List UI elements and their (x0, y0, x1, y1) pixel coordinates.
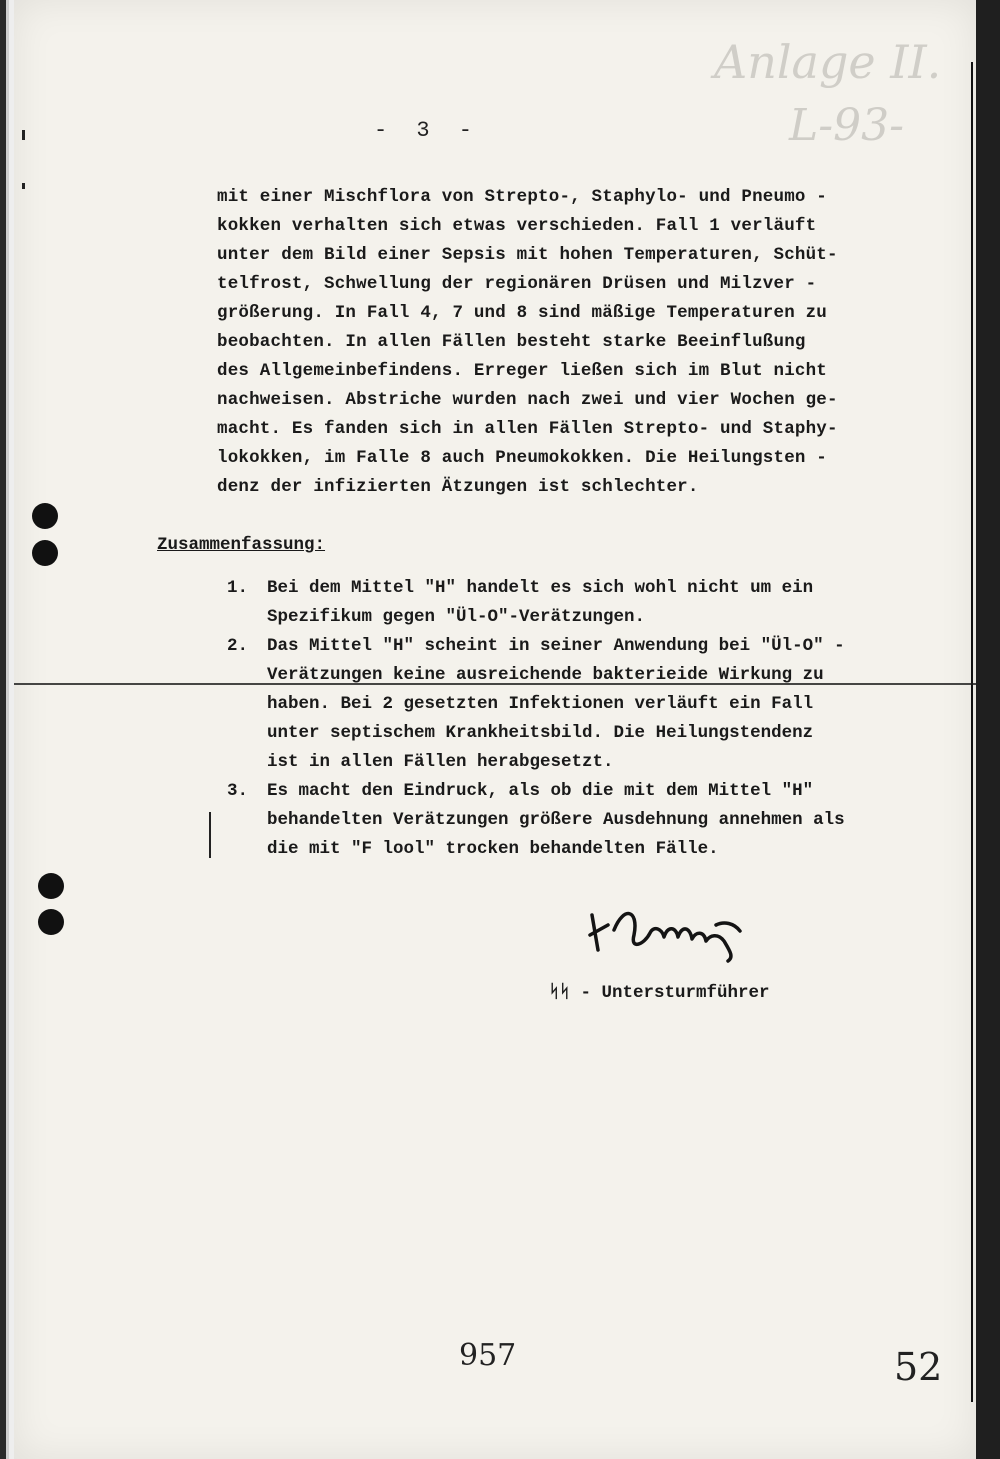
body-paragraph (217, 183, 937, 502)
punch-hole (38, 873, 64, 899)
paragraph-line: unter dem Bild einer Sepsis mit hohen Temperaturen, Schüt- (217, 245, 838, 265)
summary-item-line: unter septischem Krankheitsbild. Die Heilungstendenz (267, 723, 814, 743)
summary-item-line: haben. Bei 2 gesetzten Infektionen verläuft ein Fall (267, 694, 814, 714)
summary-item-line: Verätzungen keine ausreichende bakterieide Wirkung zu (267, 665, 824, 685)
signature (584, 895, 754, 965)
ghost-annotation-top: Anlage II. (714, 35, 942, 89)
paragraph-line: kokken verhalten sich etwas verschieden. Fall 1 verläuft (217, 216, 817, 236)
binding-edge (0, 0, 14, 1459)
paragraph-line: des Allgemeinbefindens. Erreger ließen sich im Blut nicht (217, 361, 827, 381)
punch-hole (32, 503, 58, 529)
document-page (14, 0, 976, 1459)
summary-item-line: die mit "F lool" trocken behandelten Fälle. (267, 839, 719, 859)
page-number: - 3 - (374, 118, 481, 143)
paragraph-line: beobachten. In allen Fällen besteht starke Beeinflußung (217, 332, 806, 352)
paragraph-line: telfrost, Schwellung der regionären Drüsen und Milzver - (217, 274, 817, 294)
summary-item-number: 2. (227, 636, 249, 656)
summary-item (227, 574, 947, 632)
ghost-annotation-sub: L-93- (789, 100, 904, 151)
summary-item-line: ist in allen Fällen herabgesetzt. (267, 752, 614, 772)
summary-item-number: 1. (227, 578, 249, 598)
right-margin-rule (971, 62, 973, 1402)
summary-item-line: Es macht den Eindruck, als ob die mit dem Mittel "H" (267, 781, 814, 801)
summary-item-number: 3. (227, 781, 249, 801)
paragraph-line: nachweisen. Abstriche wurden nach zwei und vier Wochen ge- (217, 390, 838, 410)
paragraph-line: lokokken, im Falle 8 auch Pneumokokken. Die Heilungsten - (217, 448, 827, 468)
handwritten-number-bottom: 957 (459, 1338, 517, 1373)
summary-item-line: Spezifikum gegen "Ül-O"-Verätzungen. (267, 607, 646, 627)
summary-list (227, 574, 947, 864)
margin-mark (209, 812, 211, 858)
summary-item-line: behandelten Verätzungen größere Ausdehnung annehmen als (267, 810, 845, 830)
margin-mark (22, 130, 25, 140)
rank-title: ᛋᛋ - Untersturmführer (549, 983, 770, 1003)
handwritten-number-corner: 52 (894, 1345, 943, 1389)
margin-mark (22, 183, 25, 189)
summary-item-line: Bei dem Mittel "H" handelt es sich wohl nicht um ein (267, 578, 814, 598)
paragraph-line: macht. Es fanden sich in allen Fällen Strepto- und Staphy- (217, 419, 838, 439)
summary-item-line: Das Mittel "H" scheint in seiner Anwendung bei "Ül-O" - (267, 636, 845, 656)
paragraph-line: größerung. In Fall 4, 7 und 8 sind mäßige Temperaturen zu (217, 303, 827, 323)
punch-hole (38, 909, 64, 935)
paragraph-line: denz der infizierten Ätzungen ist schlechter. (217, 477, 699, 497)
summary-item (227, 632, 947, 777)
summary-heading: Zusammenfassung: (157, 535, 326, 555)
paragraph-line: mit einer Mischflora von Strepto-, Staphylo- und Pneumo - (217, 187, 827, 207)
punch-hole (32, 540, 58, 566)
summary-item (227, 777, 947, 864)
